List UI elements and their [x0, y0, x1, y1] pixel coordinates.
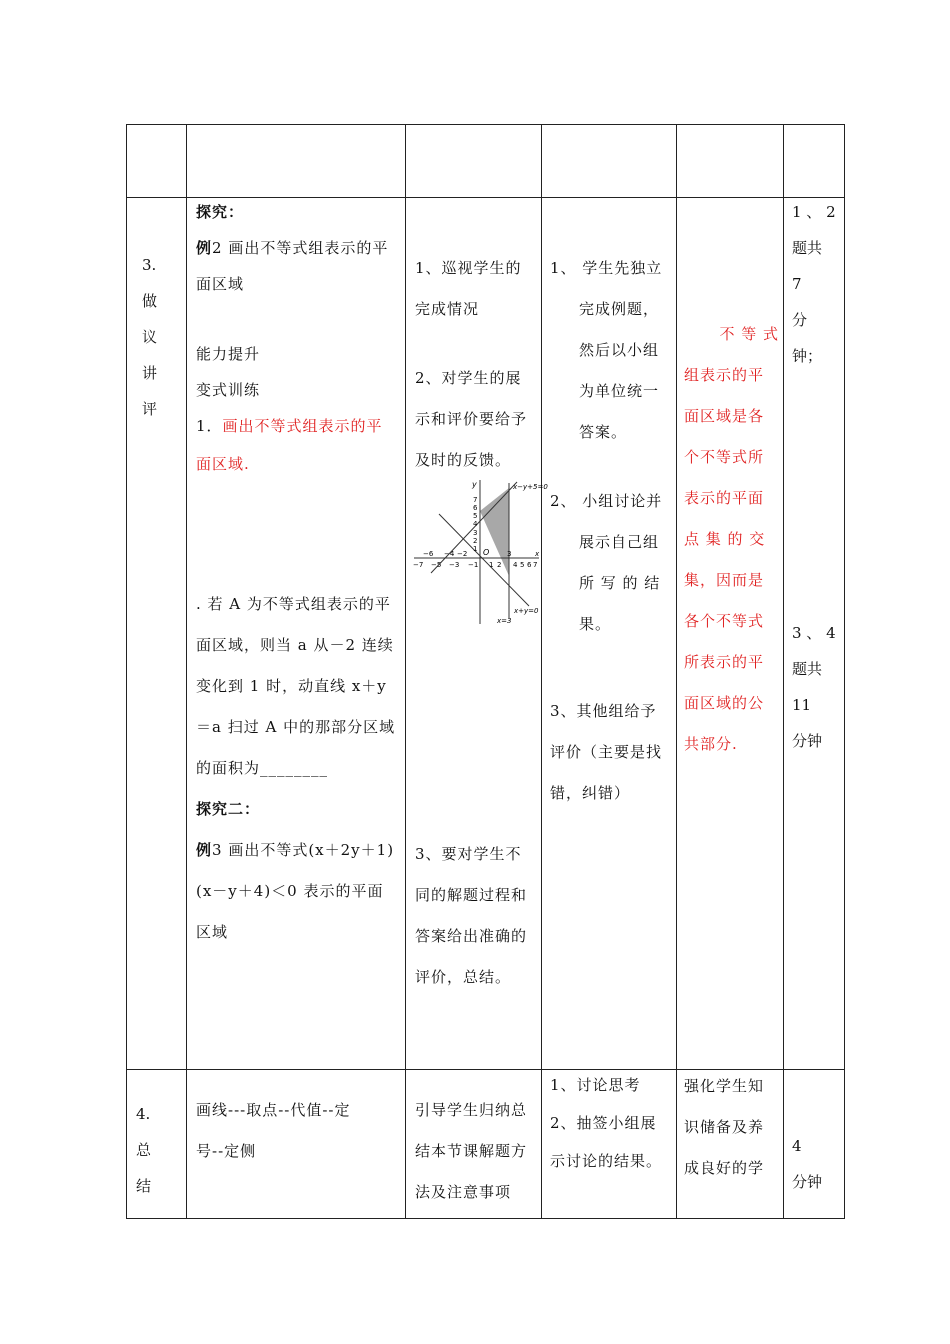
student-line: 所 写 的 结	[579, 574, 661, 592]
row-3-teacher-summary	[415, 834, 540, 998]
tick-label: 2	[497, 561, 502, 569]
intent-line: 面区域的公	[684, 694, 765, 712]
column-divider	[186, 125, 187, 1218]
question-1-line2: 面区域.	[196, 455, 250, 473]
example-3-line: (x－y＋4)＜0 表示的平面	[196, 882, 384, 900]
row-4-time	[792, 1128, 842, 1200]
question-line: ＝a 扫过 A 中的那部分区域	[196, 718, 396, 736]
question-line: 的面积为________	[196, 759, 329, 777]
time-line: 1 、 2	[792, 203, 836, 221]
explore-2-heading: 探究二：	[196, 800, 261, 818]
student-line: 错，纠错）	[550, 784, 631, 802]
column-divider	[783, 125, 784, 1218]
question-text: 画出不等式组表示的平	[222, 417, 383, 435]
student-line: 展示自己组	[579, 533, 660, 551]
line-label: x=3	[497, 617, 512, 625]
line-label: x+y=0	[514, 607, 539, 615]
axis-label: y	[472, 480, 477, 489]
variant-heading: 变式训练	[196, 381, 261, 399]
tick-label: 1	[473, 545, 478, 553]
time-line: 钟；	[792, 347, 823, 365]
row-4-intent	[684, 1066, 779, 1189]
ability-heading: 能力提升	[196, 345, 261, 363]
column-divider	[541, 125, 542, 1218]
tick-label: 1	[489, 561, 494, 569]
question-1	[196, 408, 401, 444]
example-text: 3 画出不等式(x＋2y＋1)	[212, 841, 395, 859]
line-x-plus-y	[439, 514, 529, 606]
question-line: . 若 A 为不等式组表示的平	[196, 595, 391, 613]
teacher-line: 完成情况	[415, 300, 480, 318]
student-line: 答案。	[579, 423, 628, 441]
row-3-intent	[684, 314, 779, 765]
teacher-line: 同的解题过程和	[415, 886, 528, 904]
intent-line: 成良好的学	[684, 1159, 765, 1177]
student-line: 2、 小组讨论并	[550, 492, 663, 510]
tick-label: −4	[444, 550, 455, 558]
row-4-student	[550, 1066, 675, 1180]
row-3-time-1	[792, 194, 842, 374]
intent-line: 强化学生知	[684, 1077, 765, 1095]
example-text: 2 画出不等式组表示的平	[212, 239, 389, 257]
student-line: 2、抽签小组展	[550, 1114, 657, 1132]
tick-label: 7	[533, 561, 538, 569]
intent-line: 表示的平面	[684, 489, 765, 507]
stage-text: 结	[136, 1177, 152, 1195]
example-2-line2: 面区域	[196, 275, 245, 293]
student-line: 示讨论的结果。	[550, 1152, 663, 1170]
stage-text: 4.	[136, 1105, 151, 1123]
student-line: 为单位统一	[579, 382, 660, 400]
row-3-teacher	[415, 248, 540, 481]
tick-label: −3	[449, 561, 460, 569]
question-2	[196, 584, 401, 953]
student-line: 1、 学生先独立	[550, 259, 663, 277]
teacher-line: 3、要对学生不	[415, 845, 522, 863]
column-divider	[405, 125, 406, 1218]
intent-line: 各个不等式	[684, 612, 765, 630]
time-line: 11	[792, 696, 812, 714]
example-label: 例	[196, 239, 213, 257]
origin-label: O	[483, 548, 490, 557]
intent-line: 点 集 的 交	[684, 530, 766, 548]
content-line: 号--定侧	[196, 1142, 257, 1160]
intent-line: 识储备及养	[684, 1118, 765, 1136]
example-2	[196, 230, 401, 266]
intent-line: 共部分.	[684, 735, 738, 753]
tick-label: 2	[473, 537, 478, 545]
teacher-line: 2、对学生的展	[415, 369, 522, 387]
intent-line: 面区域是各	[684, 407, 765, 425]
row-3-student	[550, 248, 680, 814]
tick-label: 6	[473, 504, 478, 512]
row-4-teacher	[415, 1090, 540, 1213]
time-line: 分	[792, 311, 808, 329]
line-label: x−y+5=0	[513, 483, 548, 491]
tick-label: −5	[431, 561, 442, 569]
intent-line: 不 等 式	[719, 325, 779, 343]
row-4-stage	[136, 1096, 176, 1204]
question-line: 面区域，则当 a 从－2 连续	[196, 636, 394, 654]
teacher-line: 结本节课解题方	[415, 1142, 528, 1160]
teacher-line: 评价，总结。	[415, 968, 512, 986]
teacher-line: 示和评价要给予	[415, 410, 528, 428]
student-line: 果。	[579, 615, 612, 633]
stage-text: 讲	[142, 364, 158, 382]
content-line: 画线---取点--代值--定	[196, 1101, 351, 1119]
stage-text: 做	[142, 292, 158, 310]
time-line: 题共	[792, 660, 823, 678]
teacher-line: 法及注意事项	[415, 1183, 512, 1201]
teacher-line: 及时的反馈。	[415, 451, 512, 469]
tick-label: 3	[473, 529, 478, 537]
tick-label: 4	[473, 520, 478, 528]
stage-text: 评	[142, 400, 158, 418]
time-line: 3 、 4	[792, 624, 836, 642]
time-line: 7	[792, 275, 802, 293]
teacher-line: 1、巡视学生的	[415, 259, 522, 277]
intent-line: 组表示的平	[684, 366, 765, 384]
shaded-region	[480, 488, 512, 576]
inequality-region-graph	[409, 478, 548, 626]
teacher-line: 引导学生归纳总	[415, 1101, 528, 1119]
tick-label: 4	[513, 561, 518, 569]
row-4-content	[196, 1090, 401, 1172]
tick-label: 5	[473, 512, 478, 520]
example-label: 例	[196, 841, 213, 859]
tick-label: −1	[468, 561, 479, 569]
student-line: 完成例题，	[579, 300, 660, 318]
axis-label: x	[535, 550, 540, 558]
intent-line: 所表示的平	[684, 653, 765, 671]
tick-label: −7	[413, 561, 424, 569]
row-3-time-2	[792, 615, 842, 759]
time-line: 4	[792, 1137, 802, 1155]
row-3-content	[196, 194, 401, 484]
teacher-line: 答案给出准确的	[415, 927, 528, 945]
question-number: 1．	[196, 417, 223, 435]
student-line: 1、讨论思考	[550, 1076, 641, 1094]
time-line: 题共	[792, 239, 823, 257]
example-3-line: 区域	[196, 923, 229, 941]
stage-text: 3.	[142, 256, 157, 274]
student-line: 3、其他组给予	[550, 702, 657, 720]
stage-text: 总	[136, 1141, 152, 1159]
tick-label: −6	[423, 550, 434, 558]
time-line: 分钟	[792, 1173, 823, 1191]
example-3	[196, 830, 401, 871]
tick-label: 5	[520, 561, 525, 569]
intent-line: 个不等式所	[684, 448, 765, 466]
stage-text: 议	[142, 328, 158, 346]
intent-line: 集，因而是	[684, 571, 765, 589]
time-line: 分钟	[792, 732, 823, 750]
explore-1-heading: 探究：	[196, 203, 245, 221]
tick-label: 6	[527, 561, 532, 569]
tick-label: 3	[507, 550, 512, 558]
tick-label: 7	[473, 496, 478, 504]
student-line: 评价（主要是找	[550, 743, 663, 761]
tick-label: −2	[457, 550, 468, 558]
row-3-stage	[142, 247, 172, 427]
student-line: 然后以小组	[579, 341, 660, 359]
question-line: 变化到 1 时，动直线 x＋y	[196, 677, 387, 695]
